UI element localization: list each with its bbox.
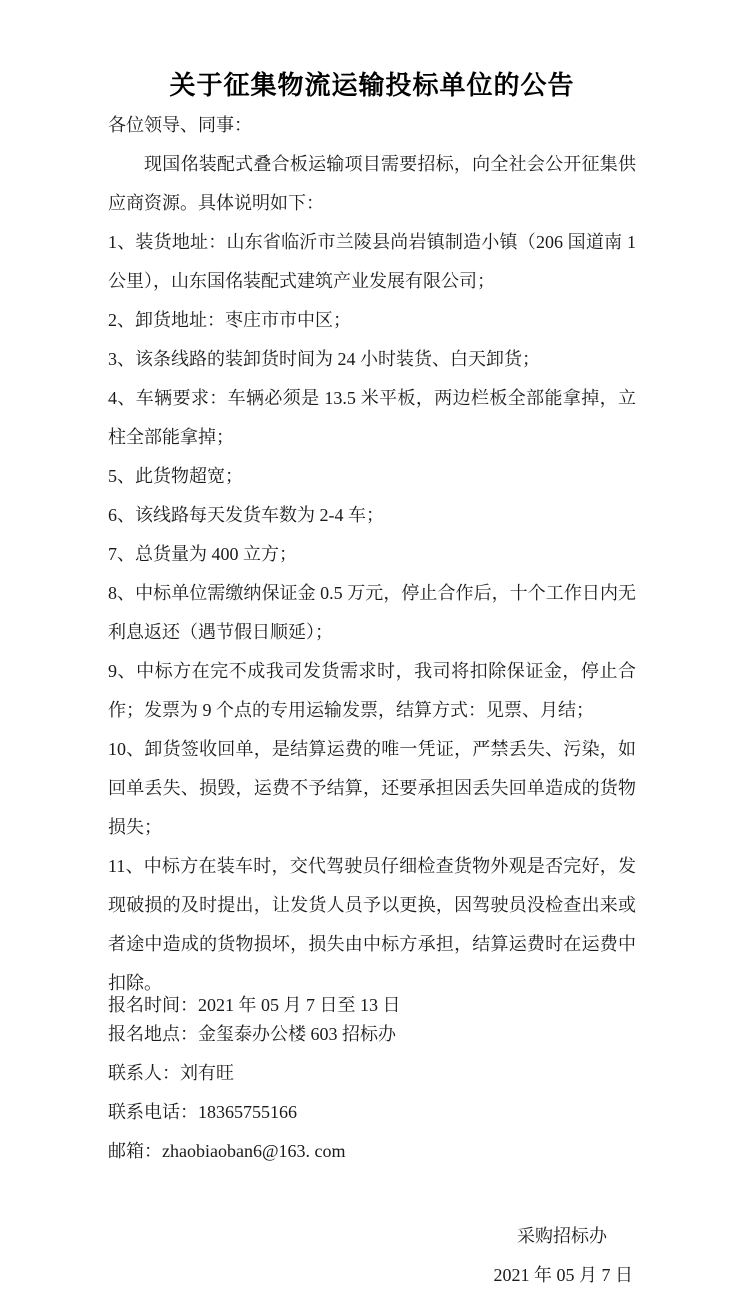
intro-paragraph: 现国佲装配式叠合板运输项目需要招标，向全社会公开征集供应商资源。具体说明如下： xyxy=(108,154,636,213)
list-item-6: 6、该线路每天发货车数为 2-4 车； xyxy=(108,505,384,525)
list-item-1: 1、装货地址：山东省临沂市兰陵县尚岩镇制造小镇（206 国道南 1 公里），山东国佲装配式建筑产业发展有限公司； xyxy=(108,232,636,291)
contact-email: 邮箱：zhaobiaoban6@163. com xyxy=(108,1141,346,1161)
contact-phone: 联系电话：18365755166 xyxy=(108,1102,297,1122)
registration-place: 报名地点：金玺泰办公楼 603 招标办 xyxy=(108,1024,396,1044)
list-item-9: 9、中标方在完不成我司发货需求时，我司将扣除保证金，停止合作；发票为 9 个点的专用运输发票，结算方式：见票、月结； xyxy=(108,661,636,720)
list-item-8: 8、中标单位需缴纳保证金 0.5 万元，停止合作后，十个工作日内无利息返还（遇节假日顺延）； xyxy=(108,583,636,642)
page-title: 关于征集物流运输投标单位的公告 xyxy=(169,71,575,100)
salutation: 各位领导、同事： xyxy=(108,115,252,135)
signature-department: 采购招标办 xyxy=(517,1226,607,1246)
list-item-2: 2、卸货地址：枣庄市市中区； xyxy=(108,310,351,330)
list-item-5: 5、此货物超宽； xyxy=(108,466,243,486)
registration-time: 报名时间：2021 年 05 月 7 日至 13 日 xyxy=(108,995,401,1015)
signature-date: 2021 年 05 月 7 日 xyxy=(493,1265,633,1285)
list-item-7: 7、总货量为 400 立方； xyxy=(108,544,297,564)
list-item-4: 4、车辆要求：车辆必须是 13.5 米平板，两边栏板全部能拿掉，立柱全部能拿掉； xyxy=(108,388,636,447)
list-item-10: 10、卸货签收回单，是结算运费的唯一凭证，严禁丢失、污染，如回单丢失、损毁，运费不予结算，还要承担因丢失回单造成的货物损失； xyxy=(108,739,636,837)
list-item-11: 11、中标方在装车时，交代驾驶员仔细检查货物外观是否完好，发现破损的及时提出，让发货人员予以更换，因驾驶员没检查出来或者途中造成的货物损坏，损失由中标方承担，结算运费时在运费中扣除。 xyxy=(108,856,636,993)
list-item-3: 3、该条线路的装卸货时间为 24 小时装货、白天卸货； xyxy=(108,349,540,369)
contact-person: 联系人：刘有旺 xyxy=(108,1063,234,1083)
